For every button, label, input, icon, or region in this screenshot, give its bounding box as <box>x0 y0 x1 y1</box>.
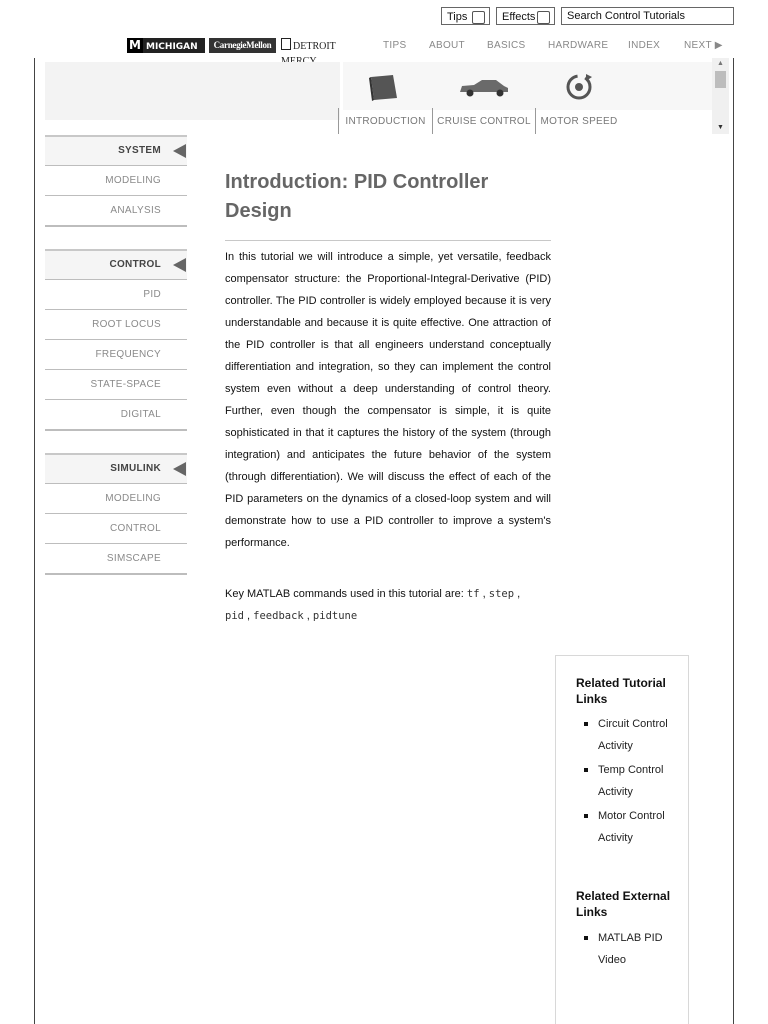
command-link[interactable]: feedback <box>253 610 304 622</box>
command-separator: , <box>479 588 486 600</box>
tips-checkbox[interactable] <box>472 11 485 24</box>
collapse-arrow-icon <box>173 144 186 158</box>
tab-scrollbar[interactable] <box>712 58 729 134</box>
tips-label: Tips <box>447 11 468 23</box>
michigan-text: MICHIGAN <box>146 42 198 52</box>
command-separator: , <box>243 610 251 622</box>
sidebar-item-control-frequency[interactable]: FREQUENCY <box>45 339 187 369</box>
collapse-arrow-icon <box>173 258 186 272</box>
nav-next[interactable]: NEXT ▶ <box>684 40 723 51</box>
related-tutorial-list <box>576 713 681 851</box>
title-divider <box>225 240 551 241</box>
binder-icon <box>338 70 433 110</box>
detroit-mercy-mark <box>281 38 291 50</box>
scroll-thumb[interactable] <box>715 71 726 88</box>
effects-toggle[interactable] <box>496 7 555 25</box>
banner-area <box>45 62 340 120</box>
sidebar-item-control-state-space[interactable]: STATE-SPACE <box>45 369 187 399</box>
car-icon <box>432 70 536 110</box>
sidebar-heading-label: SYSTEM <box>118 145 161 156</box>
detroit-mercy-logo[interactable] <box>281 38 371 53</box>
scroll-down-arrow-icon[interactable]: ▼ <box>717 124 724 131</box>
command-separator: , <box>514 588 521 600</box>
sidebar-item-simulink-simscape[interactable]: SIMSCAPE <box>45 543 187 573</box>
related-tutorial-heading: Related Tutorial Links <box>576 676 666 706</box>
related-external-heading: Related External Links <box>576 889 671 919</box>
sidebar-heading-simulink[interactable] <box>45 453 187 483</box>
sidebar-item-simulink-control[interactable]: CONTROL <box>45 513 187 543</box>
carnegie-mellon-logo[interactable]: CarnegieMellon <box>209 38 276 53</box>
tab-motor-speed[interactable] <box>535 62 623 134</box>
sidebar-heading-label: CONTROL <box>109 259 161 270</box>
sidebar-heading-system[interactable] <box>45 135 187 165</box>
nav-about[interactable]: ABOUT <box>429 40 465 51</box>
motor-icon <box>535 70 623 110</box>
page-title: Introduction: PID Controller Design <box>225 171 489 222</box>
tab-introduction[interactable] <box>338 62 433 134</box>
sidebar-item-simulink-modeling[interactable]: MODELING <box>45 483 187 513</box>
sidebar-item-system-modeling[interactable]: MODELING <box>45 165 187 195</box>
key-commands <box>225 583 555 627</box>
command-link[interactable]: tf <box>466 588 480 600</box>
sidebar-divider <box>45 225 187 227</box>
michigan-logo[interactable] <box>127 38 205 53</box>
search-input[interactable]: Search Control Tutorials <box>561 7 734 25</box>
effects-checkbox[interactable] <box>537 11 550 24</box>
related-links-panel <box>555 655 689 1024</box>
scroll-up-arrow-icon[interactable]: ▲ <box>717 60 724 67</box>
key-commands-intro: Key MATLAB commands used in this tutorial are: <box>225 588 464 600</box>
command-separator: , <box>303 610 310 622</box>
sidebar-item-system-analysis[interactable]: ANALYSIS <box>45 195 187 225</box>
related-tutorial-link[interactable]: Temp Control Activity <box>576 759 681 803</box>
detroit-mercy-text: DETROIT <box>293 41 336 52</box>
sidebar-heading-control[interactable] <box>45 249 187 279</box>
sidebar-heading-label: SIMULINK <box>110 463 161 474</box>
collapse-arrow-icon <box>173 462 186 476</box>
tips-toggle[interactable] <box>441 7 490 25</box>
top-controls <box>0 7 768 27</box>
command-link[interactable]: pid <box>225 610 244 622</box>
command-link[interactable]: step <box>488 588 515 600</box>
sidebar-item-control-pid[interactable]: PID <box>45 279 187 309</box>
command-link[interactable]: pidtune <box>312 610 358 622</box>
nav-hardware[interactable]: HARDWARE <box>548 40 609 51</box>
sidebar-divider <box>45 429 187 431</box>
related-external-list <box>576 927 681 973</box>
related-external-link[interactable]: MATLAB PID Video <box>576 927 681 971</box>
intro-paragraph: In this tutorial we will introduce a simple, yet versatile, feedback compensator structure: the Proportional-Integral-Derivative (PID) controller. The PID controller is widely employed because it is very understandable and because it is quite effective. One attraction of the PID controller is that all engineers understand conceptually differentiation and integration, so they can implement the control system even without a deep understanding of control theory. Further, even though the compensator is simple, it is quite sophisticated in that it captures the history of the system (through integration) and anticipates the future behavior of the system (through differentiation). We will discuss the effect of each of the PID parameters on the dynamics of a closed-loop system and will demonstrate how to use a PID controller to improve a system's performance. <box>225 251 551 549</box>
nav-basics[interactable]: BASICS <box>487 40 526 51</box>
nav-index[interactable]: INDEX <box>628 40 661 51</box>
tab-introduction-label: INTRODUCTION <box>345 116 426 127</box>
tab-motor-speed-label: MOTOR SPEED <box>540 116 618 127</box>
effects-label: Effects <box>502 11 536 23</box>
frame-right-border <box>733 58 734 1024</box>
tab-cruise-control-label: CRUISE CONTROL <box>437 116 531 127</box>
michigan-mark: M <box>127 38 143 53</box>
tab-cruise-control[interactable] <box>432 62 536 134</box>
related-tutorial-link[interactable]: Motor Control Activity <box>576 805 681 849</box>
related-tutorial-link[interactable]: Circuit Control Activity <box>576 713 681 757</box>
sidebar-item-control-root-locus[interactable]: ROOT LOCUS <box>45 309 187 339</box>
nav-tips[interactable]: TIPS <box>383 40 407 51</box>
sidebar-divider <box>45 573 187 575</box>
frame-left-border <box>34 58 35 1024</box>
sidebar-item-control-digital[interactable]: DIGITAL <box>45 399 187 429</box>
